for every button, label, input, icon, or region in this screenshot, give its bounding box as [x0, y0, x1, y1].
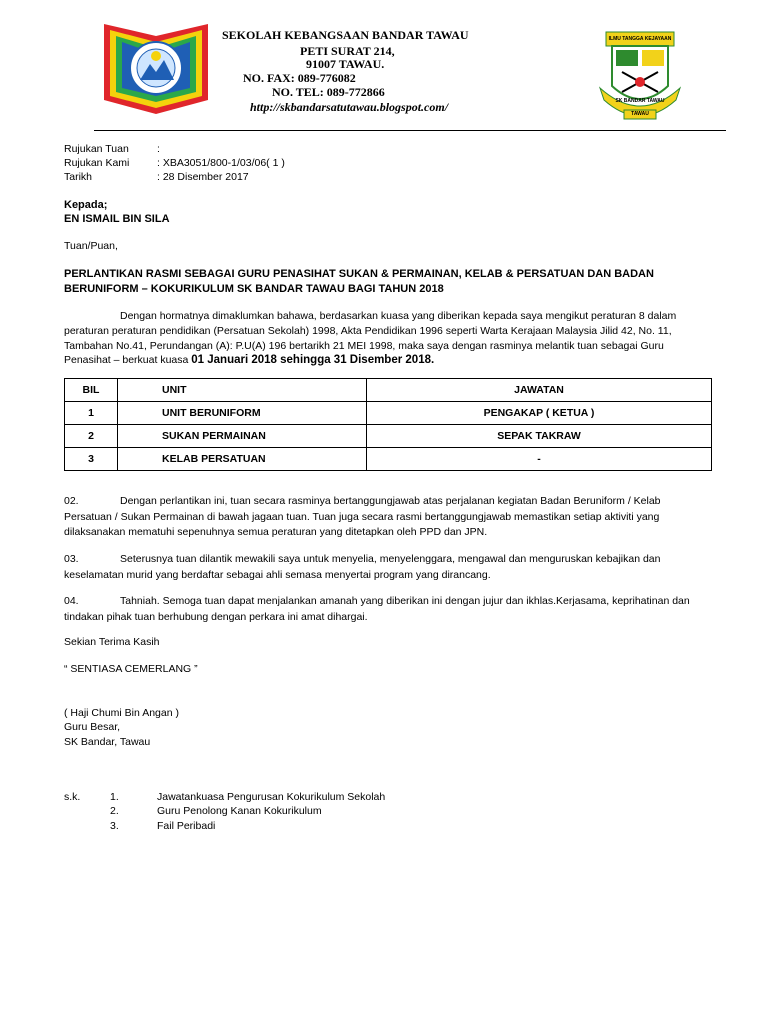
ref-value: : XBA3051/800-1/03/06( 1 ) [157, 157, 285, 169]
paragraph-text: Seterusnya tuan dilantik mewakili saya untuk menyelia, menyelenggara, mengawal dan menguruskan kebajikan dan [120, 553, 661, 565]
intro-line-3: Tambahan No.41, Perundangan (A): P.U(A) 196 bertarikh 21 MEI 1998, maka saya dengan rasminya melantik tuan sebagai Guru [64, 340, 664, 352]
crest-banner-text: ILMU TANGGA KEJAYAAN [608, 36, 672, 42]
cc-item-number: 3. [110, 820, 119, 832]
paragraph-text: Dengan perlantikan ini, tuan secara rasminya bertanggungjawab atas perjalanan kegiatan Badan Beruniform / Kelab [120, 495, 661, 507]
paragraph-text: tindakan pihak tuan berhubung dengan perkara ini amat dihargai. [64, 610, 368, 623]
table-cell: 2 [65, 425, 118, 448]
table-header-row [65, 379, 712, 402]
paragraph-02 [64, 494, 692, 541]
table-row [65, 448, 712, 471]
ref-rujukan-tuan [64, 143, 160, 155]
table-cell: - [367, 448, 712, 471]
recipient-name: EN ISMAIL BIN SILA [64, 213, 170, 225]
header-divider [94, 130, 726, 131]
table-cell: 1 [65, 402, 118, 425]
paragraph-text: dilaksanakan mematuhi sepenuhnya semua peraturan yang ditetapkan oleh PPD dan JPN. [64, 526, 488, 538]
ref-value: : 28 Disember 2017 [157, 171, 249, 183]
table-cell: SUKAN PERMAINAN [118, 425, 367, 448]
postcode-city: 91007 TAWAU. [306, 57, 385, 71]
website-link[interactable]: http://skbandarsatutawau.blogspot.com/ [250, 100, 449, 114]
school-logo-left [94, 14, 220, 122]
cc-item-text: Fail Peribadi [157, 820, 216, 832]
subject-line-1: PERLANTIKAN RASMI SEBAGAI GURU PENASIHAT SUKAN & PERMAINAN, KELAB & PERSATUAN DAN BADAN [64, 268, 654, 280]
table-header-cell: UNIT [118, 379, 367, 402]
cc-item-number: 2. [110, 805, 119, 817]
table-row [65, 425, 712, 448]
fax-number: NO. FAX: 089-776082 [243, 71, 356, 85]
table-cell: UNIT BERUNIFORM [118, 402, 367, 425]
intro-line-4 [64, 354, 434, 366]
table-cell: 3 [65, 448, 118, 471]
signatory-position: Guru Besar, [64, 721, 121, 733]
crest-place-text: TAWAU [631, 111, 649, 117]
table-cell: SEPAK TAKRAW [367, 425, 712, 448]
closing-thanks: Sekian Terima Kasih [64, 636, 160, 648]
crest-motto-text: SK BANDAR TAWAU [615, 98, 665, 104]
tel-number: NO. TEL: 089-772866 [272, 85, 385, 99]
intro-line-2: peraturan peraturan pendidikan (Persatuan Sekolah) 1998, Akta Pendidikan 1996 seperti Warta Kerajaan Malaysia Jilid 42, No. 11, [64, 325, 672, 337]
table-header-cell: BIL [65, 379, 118, 402]
paragraph-03 [64, 552, 692, 583]
table-row [65, 402, 712, 425]
school-name: SEKOLAH KEBANGSAAN BANDAR TAWAU [222, 28, 469, 42]
paragraph-text: Persatuan / Sukan Permainan di bawah jagaan tuan. Tuan juga secara rasmi bertanggungjawab memastikan setiap aktiviti yang [64, 510, 660, 523]
cc-item-number: 1. [110, 791, 119, 803]
appointment-table [64, 378, 712, 471]
table-cell: KELAB PERSATUAN [118, 448, 367, 471]
paragraph-number: 03. [64, 553, 79, 565]
paragraph-text: keselamatan murid yang berdaftar sebagai ahli semasa menyertai program yang dirancang. [64, 568, 491, 581]
signatory-school: SK Bandar, Tawau [64, 736, 151, 748]
cc-item-text: Jawatankuasa Pengurusan Kokurikulum Sekolah [157, 791, 386, 803]
signatory-name: ( Haji Chumi Bin Angan ) [64, 707, 179, 719]
paragraph-number: 02. [64, 495, 79, 507]
intro-effective-prefix: Penasihat – berkuat kuasa [64, 354, 192, 366]
intro-effective-dates: 01 Januari 2018 sehingga 31 Disember 2018. [191, 354, 435, 366]
subject-line-2: BERUNIFORM – KOKURIKULUM SK BANDAR TAWAU BAGI TAHUN 2018 [64, 283, 444, 295]
ref-tarikh [64, 171, 249, 183]
recipient-kepada: Kepada; [64, 199, 108, 211]
ref-label: Rujukan Tuan [64, 143, 129, 155]
ref-label: Tarikh [64, 171, 93, 183]
table-cell: PENGAKAP ( KETUA ) [367, 402, 712, 425]
cc-item-text: Guru Penolong Kanan Kokurikulum [157, 805, 322, 817]
po-box: PETI SURAT 214, [300, 44, 395, 58]
cc-label: s.k. [64, 791, 81, 803]
ref-label: Rujukan Kami [64, 157, 130, 169]
paragraph-number: 04. [64, 595, 79, 607]
ref-rujukan-kami [64, 157, 285, 169]
paragraph-text: Tahniah. Semoga tuan dapat menjalankan amanah yang diberikan ini dengan jujur dan ikhlas.Kerjasama, keprihatinan dan [120, 595, 690, 607]
salutation: Tuan/Puan, [64, 240, 118, 252]
paragraph-04 [64, 594, 692, 625]
ref-value: : [157, 143, 160, 155]
closing-motto: “ SENTIASA CEMERLANG ” [64, 663, 198, 675]
school-crest-right [598, 28, 682, 124]
table-header-cell: JAWATAN [367, 379, 712, 402]
intro-line-1: Dengan hormatnya dimaklumkan bahawa, berdasarkan kuasa yang diberikan kepada saya mengikut peraturan 8 dalam [120, 310, 677, 322]
